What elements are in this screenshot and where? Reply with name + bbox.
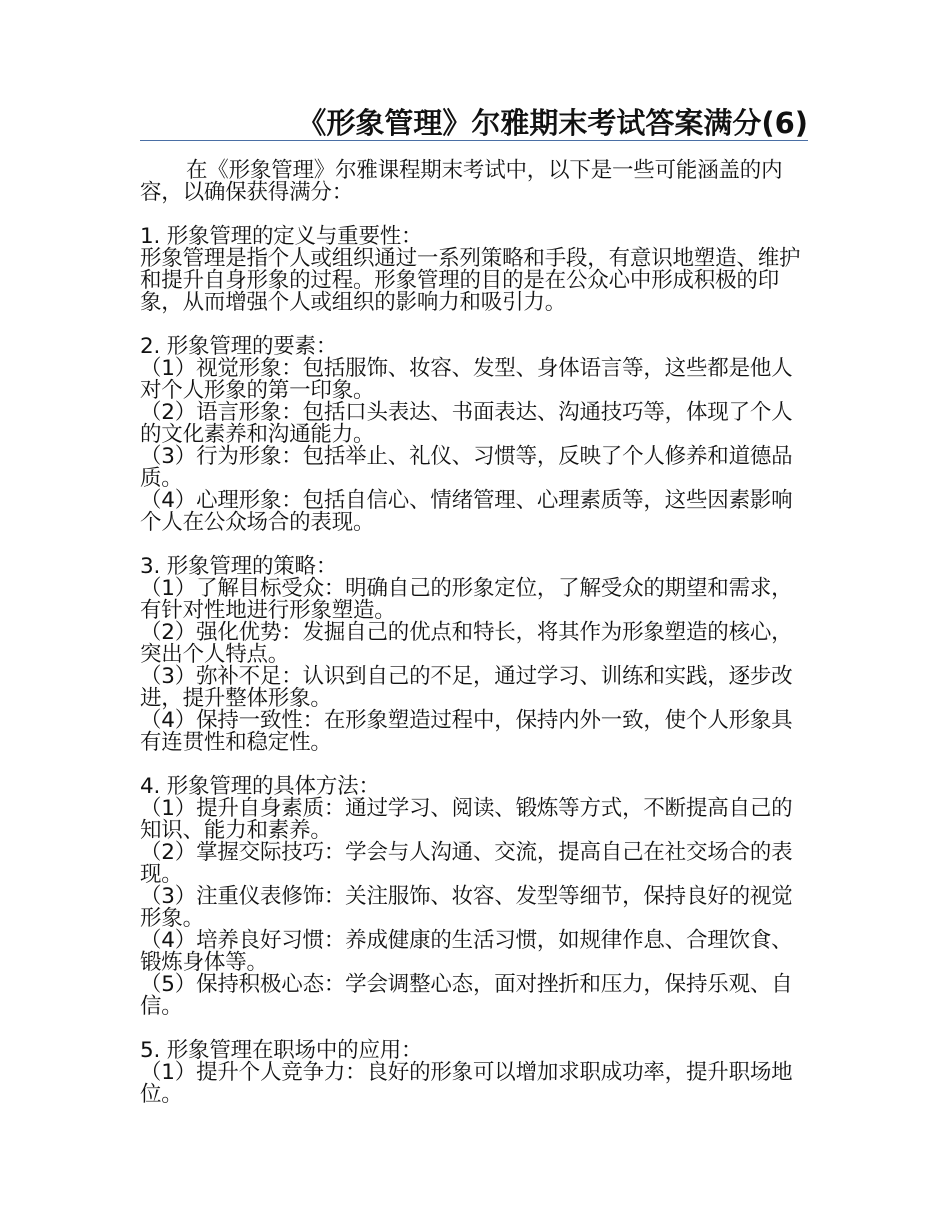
list-item: （2）掌握交际技巧：学会与人沟通、交流，提高自己在社交场合的表现。: [140, 840, 793, 887]
section-strategies: [140, 556, 808, 754]
paragraph-gap: [140, 314, 808, 336]
section-heading: 1. 形象管理的定义与重要性：: [140, 224, 423, 249]
intro-paragraph: 在《形象管理》尔雅课程期末考试中，以下是一些可能涵盖的内容，以确保获得满分：: [140, 158, 783, 205]
document-title: 《形象管理》尔雅期末考试答案满分(6): [297, 106, 808, 140]
list-item: （4）培养良好习惯：养成健康的生活习惯，如规律作息、合理饮食、锻炼身体等。: [140, 928, 793, 975]
document-body: [140, 160, 808, 1106]
list-item: （1）视觉形象：包括服饰、妆容、发型、身体语言等，这些都是他人对个人形象的第一印象。: [140, 356, 793, 403]
list-item: （3）注重仪表修饰：关注服饰、妆容、发型等细节，保持良好的视觉形象。: [140, 884, 793, 931]
section-heading: 4. 形象管理的具体方法：: [140, 774, 380, 799]
section-heading: 5. 形象管理在职场中的应用：: [140, 1038, 423, 1063]
list-item: （3）行为形象：包括举止、礼仪、习惯等，反映了个人修养和道德品质。: [140, 444, 793, 491]
list-item: （4）保持一致性：在形象塑造过程中，保持内外一致，使个人形象具有连贯性和稳定性。: [140, 708, 793, 755]
list-item: （2）强化优势：发掘自己的优点和特长，将其作为形象塑造的核心，突出个人特点。: [140, 620, 793, 667]
paragraph-gap: [140, 1018, 808, 1040]
title-underline: [140, 140, 808, 141]
list-item: （1）提升自身素质：通过学习、阅读、锻炼等方式，不断提高自己的知识、能力和素养。: [140, 796, 793, 843]
section-heading: 3. 形象管理的策略：: [140, 554, 338, 579]
list-item: （5）保持积极心态：学会调整心态，面对挫折和压力，保持乐观、自信。: [140, 972, 793, 1019]
paragraph-gap: [140, 534, 808, 556]
section-definition: [140, 226, 808, 314]
list-item: （1）提升个人竞争力：良好的形象可以增加求职成功率，提升职场地位。: [140, 1060, 793, 1107]
section-elements: [140, 336, 808, 534]
section-methods: [140, 776, 808, 1018]
section-heading: 2. 形象管理的要素：: [140, 334, 338, 359]
paragraph-gap: [140, 204, 808, 226]
list-item: （3）弥补不足：认识到自己的不足，通过学习、训练和实践，逐步改进，提升整体形象。: [140, 664, 793, 711]
section-workplace: [140, 1040, 808, 1106]
list-item: （2）语言形象：包括口头表达、书面表达、沟通技巧等，体现了个人的文化素养和沟通能力。: [140, 400, 793, 447]
section-paragraph: 形象管理是指个人或组织通过一系列策略和手段，有意识地塑造、维护和提升自身形象的过程。形象管理的目的是在公众心中形成积极的印象，从而增强个人或组织的影响力和吸引力。: [140, 246, 801, 315]
list-item: （4）心理形象：包括自信心、情绪管理、心理素质等，这些因素影响个人在公众场合的表现。: [140, 488, 793, 535]
paragraph-gap: [140, 754, 808, 776]
list-item: （1）了解目标受众：明确自己的形象定位，了解受众的期望和需求，有针对性地进行形象塑造。: [140, 576, 793, 623]
